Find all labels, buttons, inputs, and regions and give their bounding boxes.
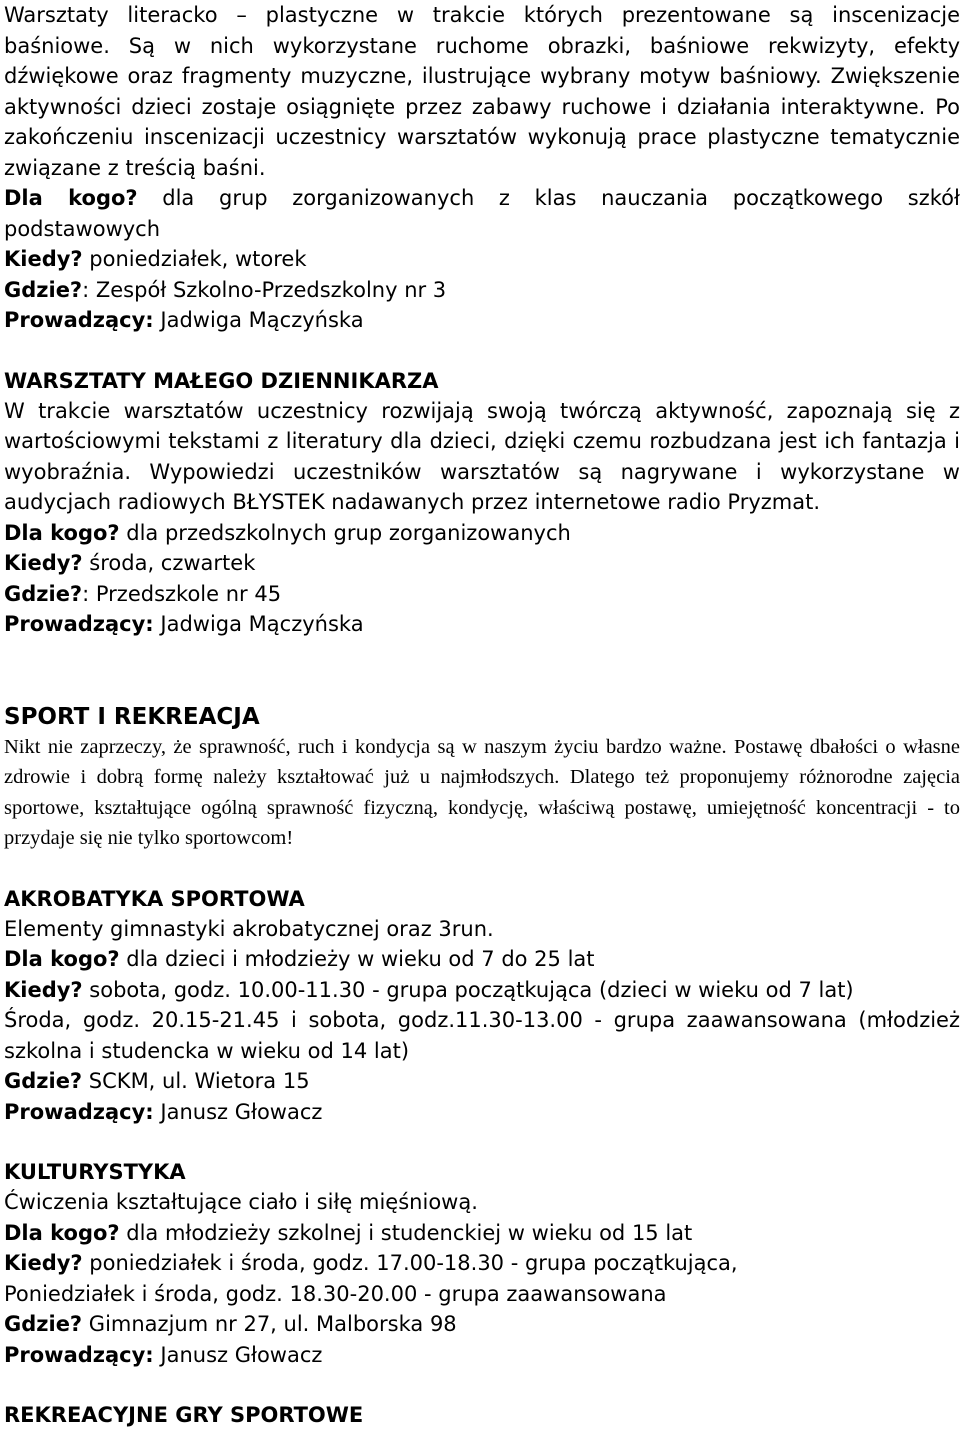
when-value: środa, czwartek — [82, 551, 256, 575]
for-whom-row — [4, 518, 960, 549]
leader-value: Janusz Głowacz — [153, 1342, 323, 1367]
for-whom-row — [4, 944, 960, 975]
leader-label: Prowadzący: — [4, 1099, 154, 1124]
spacer — [4, 854, 960, 884]
when-row — [4, 244, 960, 275]
fairy-tale-workshop-description: Warsztaty literacko – plastyczne w trakcie których prezentowane są inscenizacje baśniowe. Są w nich wykorzystane ruchome obrazki, baśniowe rekwizyty, efekty dźwiękowe oraz fragmenty muzyczne, ilustrujące wybrany motyw baśniowy. Zwiększenie aktywności dzieci zostaje osiągnięte przez zabawy ruchowe i działania interaktywne. Po zakończeniu inscenizacji uczestnicy warsztatów wykonują prace plastyczne tematycznie związane z treścią baśni. — [4, 3, 960, 180]
where-value: Gimnazjum nr 27, ul. Malborska 98 — [82, 1312, 457, 1336]
spacer — [4, 1370, 960, 1400]
recreational-games-title: REKREACYJNE GRY SPORTOWE — [4, 1403, 364, 1427]
spacer — [4, 640, 960, 702]
leader-label: Prowadzący: — [4, 1342, 154, 1367]
where-label: Gdzie? — [4, 1069, 83, 1093]
sport-section-intro: Nikt nie zaprzeczy, że sprawność, ruch i kondycja są w naszym życiu bardzo ważne. Postawę dbałości o własne zdrowie i dobrą formę należy kształtować już u najmłodszych. Dlatego też proponujemy różnorodne zajęcia sportowe, kształtujące ogólną sprawność fizyczną, kondycję, właściwą postawę, umiejętność koncentracji - to przydaje się nie tylko sportowcom! — [4, 735, 960, 849]
where-value: : Zespół Szkolno-Przedszkolny nr 3 — [82, 277, 447, 302]
for-whom-row — [4, 183, 960, 244]
acrobatics-title: AKROBATYKA SPORTOWA — [4, 886, 305, 911]
where-row — [4, 1309, 960, 1340]
spacer — [4, 336, 960, 366]
where-value: SCKM, ul. Wietora 15 — [82, 1069, 310, 1093]
for-whom-label: Dla kogo? — [4, 520, 120, 545]
where-label: Gdzie? — [4, 581, 83, 606]
where-label: Gdzie? — [4, 277, 83, 302]
when-row — [4, 975, 960, 1006]
where-row — [4, 275, 960, 306]
when-row — [4, 1248, 960, 1279]
when-row — [4, 548, 960, 579]
for-whom-label: Dla kogo? — [4, 186, 138, 210]
acrobatics-description: Elementy gimnastyki akrobatycznej oraz 3run. — [4, 916, 494, 941]
for-whom-value: dla dzieci i młodzieży w wieku od 7 do 25 lat — [119, 947, 595, 971]
when-label: Kiedy? — [4, 247, 83, 271]
for-whom-value: dla przedszkolnych grup zorganizowanych — [119, 520, 571, 545]
acrobatics-block — [4, 884, 960, 1128]
bodybuilding-description: Ćwiczenia kształtujące ciało i siłę mięśniową. — [4, 1190, 478, 1214]
spacer — [4, 1127, 960, 1157]
bodybuilding-title: KULTURYSTYKA — [4, 1160, 186, 1184]
leader-value: Jadwiga Mączyńska — [153, 308, 364, 332]
when-label: Kiedy? — [4, 977, 83, 1002]
for-whom-label: Dla kogo? — [4, 947, 120, 971]
for-whom-label: Dla kogo? — [4, 1220, 120, 1245]
leader-row — [4, 1097, 960, 1128]
fairy-tale-workshop-block — [4, 0, 960, 336]
leader-row — [4, 1340, 960, 1371]
journalist-workshop-block — [4, 366, 960, 640]
document-page — [4, 0, 960, 1430]
where-row — [4, 579, 960, 610]
when-continued: Poniedziałek i środa, godz. 18.30-20.00 - grupa zaawansowana — [4, 1281, 667, 1306]
for-whom-row — [4, 1218, 960, 1249]
when-value: poniedziałek i środa, godz. 17.00-18.30 - grupa początkująca, — [82, 1251, 738, 1275]
sport-section-title: SPORT I REKREACJA — [4, 703, 260, 730]
when-label: Kiedy? — [4, 1251, 83, 1275]
bodybuilding-block — [4, 1157, 960, 1370]
leader-row — [4, 305, 960, 336]
when-label: Kiedy? — [4, 551, 83, 575]
leader-label: Prowadzący: — [4, 308, 154, 332]
recreational-games-block — [4, 1400, 960, 1430]
leader-value: Jadwiga Mączyńska — [153, 612, 364, 636]
where-row — [4, 1066, 960, 1097]
journalist-workshop-title: WARSZTATY MAŁEGO DZIENNIKARZA — [4, 368, 439, 393]
for-whom-value: dla młodzieży szkolnej i studenckiej w wieku od 15 lat — [119, 1220, 693, 1245]
when-value: poniedziałek, wtorek — [82, 247, 307, 271]
leader-row — [4, 609, 960, 640]
leader-label: Prowadzący: — [4, 612, 154, 636]
when-value: sobota, godz. 10.00-11.30 - grupa początkująca (dzieci w wieku od 7 lat) — [82, 977, 854, 1002]
where-label: Gdzie? — [4, 1312, 83, 1336]
where-value: : Przedszkole nr 45 — [82, 581, 282, 606]
journalist-workshop-description: W trakcie warsztatów uczestnicy rozwijają swoją twórczą aktywność, zapoznają się z wartościowymi tekstami z literatury dla dzieci, dzięki czemu rozbudzana jest ich fantazja i wyobraźnia. Wypowiedzi uczestników warsztatów są nagrywane i wykorzystane w audycjach radiowych BŁYSTEK nadawanych przez internetowe radio Pryzmat. — [4, 398, 960, 514]
leader-value: Janusz Głowacz — [153, 1099, 323, 1124]
when-continued: Środa, godz. 20.15-21.45 i sobota, godz.11.30-13.00 - grupa zaawansowana (młodzież szkolna i studencka w wieku od 14 lat) — [4, 1008, 960, 1063]
sport-section — [4, 702, 960, 854]
for-whom-value: dla grup zorganizowanych z klas nauczania początkowego szkół podstawowych — [4, 186, 960, 241]
